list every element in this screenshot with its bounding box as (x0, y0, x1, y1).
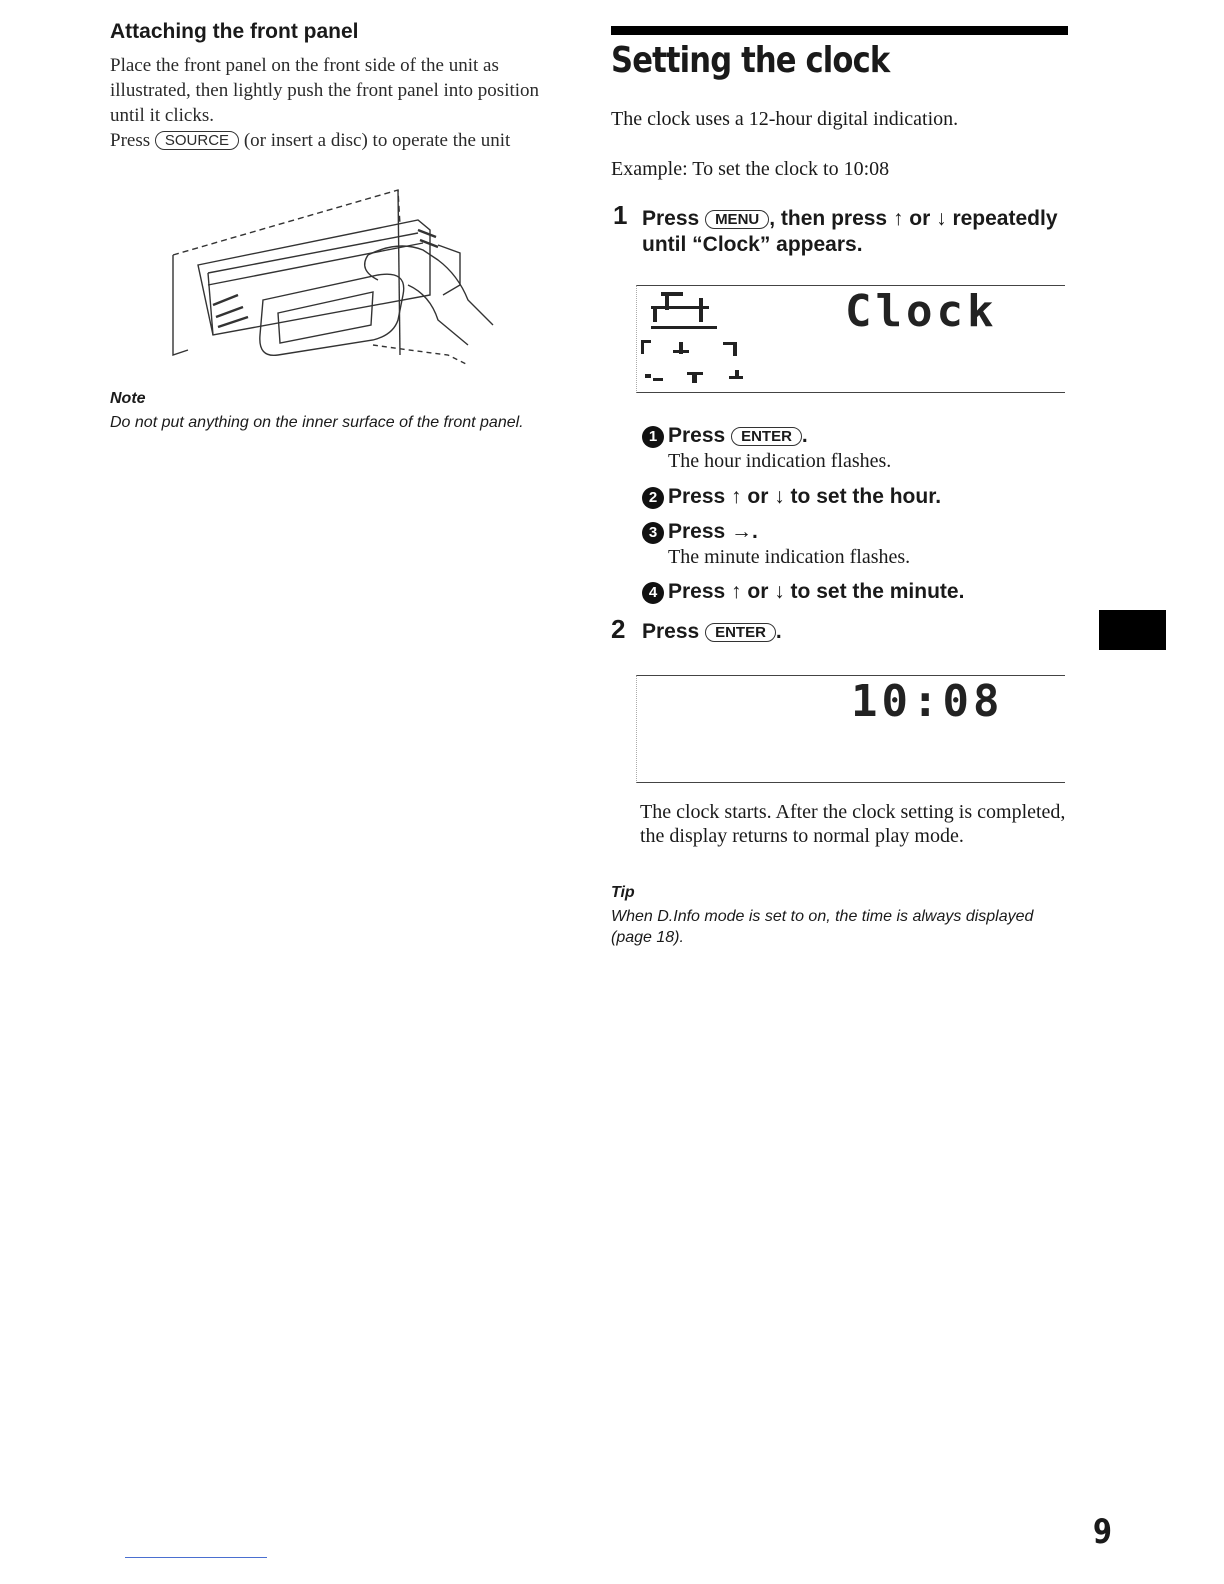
substep-4 (642, 579, 964, 605)
step-marker: 4 (642, 582, 664, 604)
instruction-paragraph-2 (110, 128, 570, 153)
substep-description: The minute indication flashes. (668, 546, 911, 568)
example-text: Example: To set the clock to 10:08 (611, 158, 890, 180)
menu-button-label: MENU (705, 210, 769, 229)
enter-button-label: ENTER (705, 623, 776, 642)
substep-heading: Press ↑ or ↓ to set the minute. (668, 580, 965, 603)
substep-description: The hour indication flashes. (668, 450, 892, 472)
substep-2 (642, 484, 941, 510)
substep-3 (642, 519, 910, 569)
step-1-instruction (642, 206, 1062, 258)
substep-tail: . (801, 424, 808, 447)
instruction-tail: (or insert a disc) to operate the unit (243, 130, 511, 151)
title-rule (611, 26, 1068, 35)
step-number: 2 (611, 614, 626, 644)
step-2-tail: . (775, 620, 782, 643)
source-button-label: SOURCE (155, 131, 239, 150)
instructions-text (110, 53, 570, 153)
footer-rule (125, 1557, 267, 1558)
lcd-clock-text: Clock (845, 286, 998, 337)
press-word: Press (668, 424, 726, 447)
substep-heading: Press ↑ or ↓ to set the hour. (668, 485, 942, 508)
step-1-tail: , then press ↑ or ↓ repeatedly until “Clock” appears. (642, 207, 1058, 256)
instruction-paragraph: Place the front panel on the front side of the unit as illustrated, then lightly push the front panel into position until it clicks. (110, 55, 540, 126)
lcd-time-text: 10:08 (851, 676, 1004, 727)
press-word: Press (642, 207, 700, 230)
result-text: The clock starts. After the clock setting is completed, the display returns to normal play mode. (640, 801, 1066, 847)
lcd-display-time (636, 675, 1065, 783)
press-word: Press (110, 130, 151, 151)
substep-1 (642, 423, 891, 473)
page-number: 9 (1093, 1512, 1112, 1552)
lcd-segment-icons (639, 288, 759, 388)
step-2-instruction (642, 619, 782, 645)
section-tab-marker (1099, 610, 1166, 650)
tip-label: Tip (611, 884, 635, 901)
step-marker: 2 (642, 487, 664, 509)
front-panel-drawing (168, 185, 508, 380)
step-marker: 3 (642, 522, 664, 544)
note-label: Note (110, 390, 146, 407)
front-panel-illustration (168, 185, 508, 385)
press-word: Press (642, 620, 700, 643)
step-marker: 1 (642, 426, 664, 448)
note-text: Do not put anything on the inner surface of the front panel. (110, 414, 524, 431)
tip-text: When D.Info mode is set to on, the time is always displayed (page 18). (611, 908, 1034, 946)
enter-button-label: ENTER (731, 427, 802, 446)
page-title: Setting the clock (611, 40, 890, 81)
intro-text: The clock uses a 12-hour digital indication. (611, 108, 959, 130)
substep-heading: Press →. (668, 520, 758, 543)
step-number: 1 (613, 200, 628, 230)
section-heading: Attaching the front panel (110, 20, 359, 43)
lcd-display-clock (636, 285, 1065, 393)
